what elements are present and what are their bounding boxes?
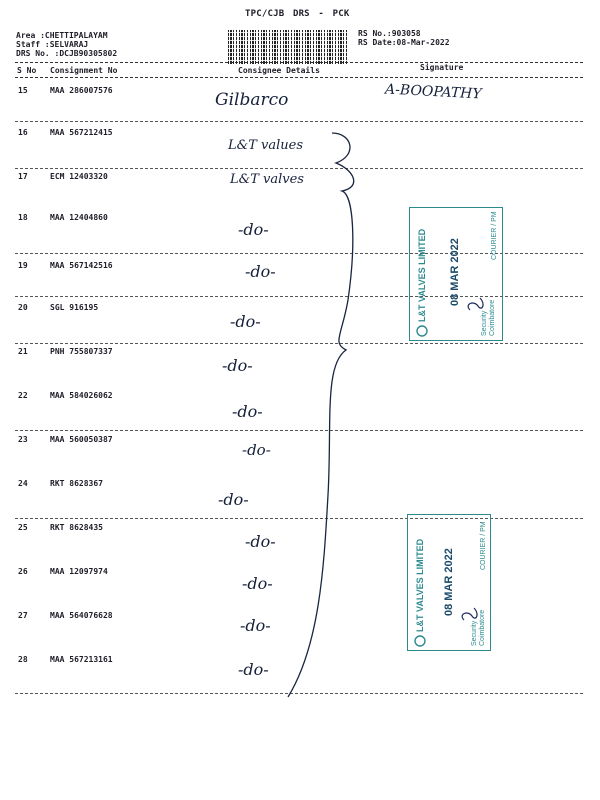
- row-sno: 25: [18, 523, 28, 532]
- drs-number: DRS No. :DCJB90305802: [16, 49, 118, 58]
- handwritten-brace: [270, 125, 370, 705]
- row-sno: 22: [18, 391, 28, 400]
- row-sno: 21: [18, 347, 28, 356]
- row-handwriting: -do-: [238, 660, 269, 679]
- stamp-company: L&T VALVES LIMITED: [417, 228, 427, 322]
- column-sno: S No: [17, 66, 37, 75]
- row-consignment: MAA 584026062: [50, 391, 113, 400]
- row-sno: 16: [18, 128, 28, 137]
- rs-date: RS Date:08-Mar-2022: [358, 38, 450, 47]
- row-consignment: MAA 12097974: [50, 567, 108, 576]
- column-signature: Signature: [420, 63, 464, 72]
- row-handwriting: Gilbarco: [215, 90, 289, 110]
- row-separator: [15, 121, 583, 122]
- row-consignment: MAA 564076628: [50, 611, 113, 620]
- stamp-dept1: Security: [471, 620, 478, 646]
- row-consignment: RKT 8628367: [50, 479, 103, 488]
- stamp-dept1: Security: [481, 310, 488, 336]
- column-consignment: Consignment No: [50, 66, 118, 75]
- row-handwriting: -do-: [222, 356, 253, 375]
- column-consignee: Consignee Details: [238, 66, 320, 75]
- row-sno: 20: [18, 303, 28, 312]
- row-handwriting: -do-: [240, 616, 271, 635]
- company-stamp: [409, 207, 503, 341]
- row-handwriting: -do-: [245, 262, 276, 281]
- stamp-courier: COURIER / PM: [480, 521, 487, 570]
- stamp-dept2: Coimbatore: [489, 299, 496, 336]
- header-separator-top: [15, 62, 583, 63]
- row-consignment: MAA 560050387: [50, 435, 113, 444]
- row-sno: 15: [18, 86, 28, 95]
- rs-number: RS No.:903058: [358, 29, 421, 38]
- row-consignment: SGL 916195: [50, 303, 99, 312]
- row-consignment: MAA 12404860: [50, 213, 108, 222]
- row-consignment: MAA 567213161: [50, 655, 113, 664]
- row-handwriting: -do-: [230, 312, 261, 331]
- company-stamp: [407, 514, 491, 651]
- row-consignment: MAA 567212415: [50, 128, 113, 137]
- stamp-courier: COURIER / PM: [491, 211, 498, 260]
- stamp-date: 08 MAR 2022: [449, 238, 461, 306]
- row-handwriting: -do-: [238, 220, 269, 239]
- row-sno: 18: [18, 213, 28, 222]
- row-handwriting: -do-: [245, 532, 276, 551]
- row-handwriting: -do-: [242, 574, 273, 593]
- row-handwriting: L&T values: [228, 138, 303, 153]
- stamp-dept2: Coimbatore: [479, 609, 486, 646]
- barcode-overlay: [228, 30, 348, 64]
- row-handwriting: -do-: [218, 490, 249, 509]
- row-consignment: MAA 567142516: [50, 261, 113, 270]
- row-consignment: PNH 755807337: [50, 347, 113, 356]
- header-separator-bottom: [15, 77, 583, 78]
- staff-label: Staff :SELVARAJ: [16, 40, 89, 49]
- row-sno: 28: [18, 655, 28, 664]
- row-consignment: MAA 286007576: [50, 86, 113, 95]
- stamp-date: 08 MAR 2022: [443, 548, 455, 616]
- row-handwriting: -do-: [232, 402, 263, 421]
- row-sno: 26: [18, 567, 28, 576]
- stamp-company: L&T VALVES LIMITED: [415, 538, 425, 632]
- row-handwriting: -do-: [242, 441, 271, 459]
- row-handwriting: L&T valves: [230, 172, 304, 187]
- row-sno: 17: [18, 172, 28, 181]
- row-sno: 23: [18, 435, 28, 444]
- area-label: Area :CHETTIPALAYAM: [16, 31, 108, 40]
- handwritten-signature: A-BOOPATHY: [384, 81, 482, 103]
- row-sno: 24: [18, 479, 28, 488]
- row-sno: 27: [18, 611, 28, 620]
- row-consignment: ECM 12403320: [50, 172, 108, 181]
- document-title: TPC/CJB DRS - PCK: [245, 9, 350, 19]
- row-consignment: RKT 8628435: [50, 523, 103, 532]
- row-sno: 19: [18, 261, 28, 270]
